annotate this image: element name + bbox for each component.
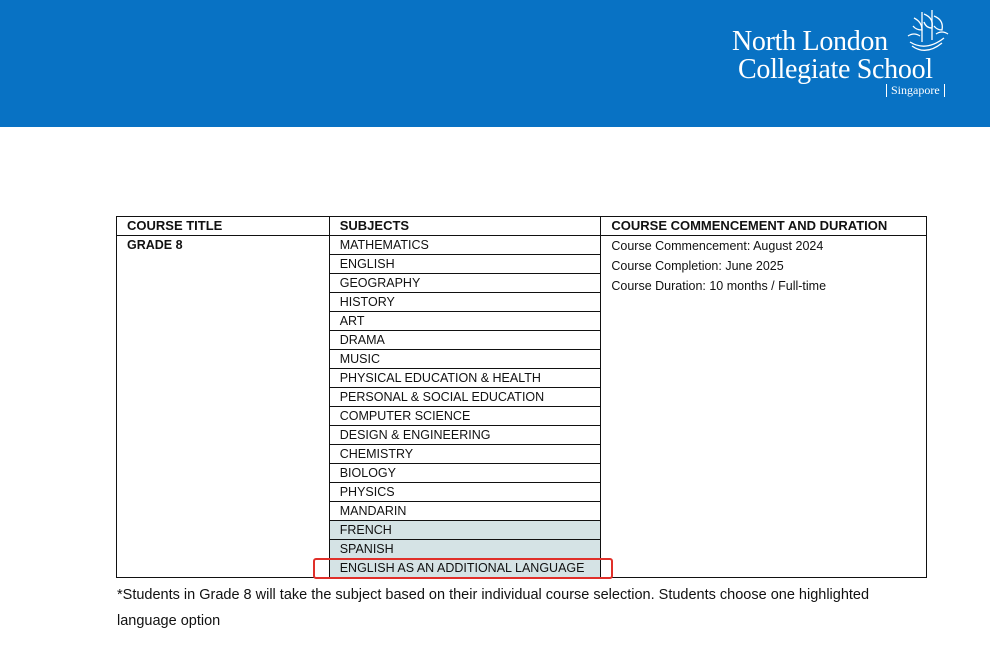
subject-cell: DRAMA xyxy=(329,331,601,350)
header-course-title: COURSE TITLE xyxy=(117,217,330,236)
logo-line-2: Collegiate School xyxy=(738,54,933,85)
subject-cell-highlighted: SPANISH xyxy=(329,540,601,559)
subject-cell: PERSONAL & SOCIAL EDUCATION xyxy=(329,388,601,407)
subject-cell: COMPUTER SCIENCE xyxy=(329,407,601,426)
subject-cell: MANDARIN xyxy=(329,502,601,521)
logo-line-3: Singapore xyxy=(886,84,945,97)
completion-text: Course Completion: June 2025 xyxy=(611,259,784,273)
subject-cell: CHEMISTRY xyxy=(329,445,601,464)
header-duration: COURSE COMMENCEMENT AND DURATION xyxy=(601,217,927,236)
header-banner xyxy=(0,0,990,127)
duration-text: Course Duration: 10 months / Full-time xyxy=(611,279,827,293)
subject-cell: DESIGN & ENGINEERING xyxy=(329,426,601,445)
subject-cell: BIOLOGY xyxy=(329,464,601,483)
logo-line-1: North London xyxy=(732,26,888,57)
subject-cell: ART xyxy=(329,312,601,331)
header-subjects: SUBJECTS xyxy=(329,217,601,236)
subject-cell-highlighted: FRENCH xyxy=(329,521,601,540)
commencement-text: Course Commencement: August 2024 xyxy=(611,239,824,253)
school-logo xyxy=(728,8,956,104)
subject-cell: MATHEMATICS xyxy=(329,236,601,255)
subject-cell-highlighted: ENGLISH AS AN ADDITIONAL LANGUAGE xyxy=(329,559,601,578)
subject-cell: ENGLISH xyxy=(329,255,601,274)
footnote: *Students in Grade 8 will take the subject based on their individual course selection. Students choose one highlighted language option xyxy=(117,587,870,629)
ship-emblem-icon xyxy=(904,8,950,60)
table-header-row xyxy=(117,217,927,236)
table-row xyxy=(117,236,927,255)
subject-cell: PHYSICAL EDUCATION & HEALTH xyxy=(329,369,601,388)
duration-cell xyxy=(601,236,927,578)
course-table xyxy=(116,216,927,578)
subject-cell: PHYSICS xyxy=(329,483,601,502)
course-title-cell: GRADE 8 xyxy=(117,236,330,578)
subject-cell: MUSIC xyxy=(329,350,601,369)
subject-cell: GEOGRAPHY xyxy=(329,274,601,293)
annotation-highlight-box xyxy=(313,558,613,579)
subject-cell: HISTORY xyxy=(329,293,601,312)
